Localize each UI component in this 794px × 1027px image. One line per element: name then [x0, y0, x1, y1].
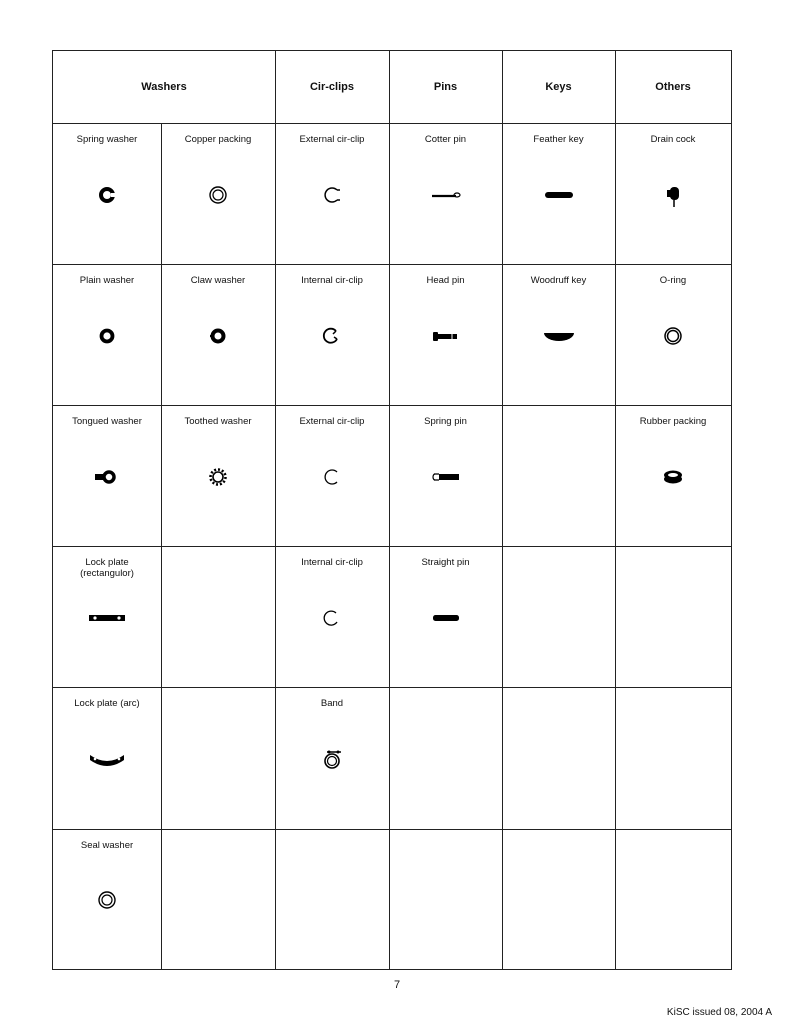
table-cell: [53, 123, 161, 264]
part-label: Plain washer: [79, 275, 135, 286]
part-label: Head pin: [426, 275, 465, 286]
part-label: Internal cir-clip: [301, 557, 363, 568]
tongued-washer-icon: [87, 461, 127, 491]
part-label: External cir-clip: [299, 134, 365, 145]
part-label: Cotter pin: [424, 134, 467, 145]
table-cell: [161, 123, 275, 264]
internal-circlip-icon: [312, 320, 352, 350]
table-cell: [502, 546, 615, 687]
part-label: Copper packing: [184, 134, 252, 145]
part-label: Internal cir-clip: [301, 275, 363, 286]
lock-plate-rectangular-icon: [87, 602, 127, 632]
seal-washer-icon: [87, 884, 127, 914]
table-cell: [502, 264, 615, 405]
spring-washer-icon: [87, 179, 127, 209]
part-label: Spring washer: [76, 134, 138, 145]
woodruff-key-icon: [539, 320, 579, 350]
table-cell: [615, 405, 731, 546]
internal-circlip-icon: [312, 602, 352, 632]
table-cell: [502, 123, 615, 264]
table-cell: [615, 829, 731, 969]
table-cell: [389, 829, 502, 969]
part-label: Woodruff key: [530, 275, 587, 286]
part-label: Rubber packing: [639, 416, 707, 427]
table-cell: [275, 829, 389, 969]
straight-pin-icon: [426, 602, 466, 632]
part-label: Band: [320, 698, 344, 709]
part-label: O-ring: [659, 275, 687, 286]
table-cell: [53, 546, 161, 687]
table-cell: [275, 123, 389, 264]
header-keys: Keys: [545, 81, 572, 93]
header-pins: Pins: [433, 81, 458, 93]
table-cell: [275, 264, 389, 405]
table-cell: [53, 829, 161, 969]
table-cell: [615, 687, 731, 829]
table-cell: [53, 687, 161, 829]
table-cell: [502, 405, 615, 546]
external-circlip-icon: [312, 461, 352, 491]
drain-cock-icon: [653, 179, 693, 209]
claw-washer-icon: [198, 320, 238, 350]
table-cell: [389, 405, 502, 546]
parts-symbol-table: [52, 50, 732, 970]
head-pin-icon: [426, 320, 466, 350]
rubber-packing-icon: [653, 461, 693, 491]
header-circlips: Cir-clips: [309, 81, 354, 93]
copper-packing-icon: [198, 179, 238, 209]
o-ring-icon: [653, 320, 693, 350]
table-cell: [389, 264, 502, 405]
lock-plate-arc-icon: [87, 743, 127, 773]
part-label: Lock plate (arc): [74, 698, 140, 709]
cotter-pin-icon: [426, 179, 466, 209]
part-label: External cir-clip: [299, 416, 365, 427]
table-cell: [53, 264, 161, 405]
table-cell: [615, 264, 731, 405]
table-cell: [161, 687, 275, 829]
table-cell: [161, 264, 275, 405]
issue-note: KiSC issued 08, 2004 A: [666, 1007, 772, 1018]
feather-key-icon: [539, 179, 579, 209]
part-label: Lock plate (rectangulor): [80, 557, 134, 579]
table-cell: [389, 546, 502, 687]
table-cell: [275, 546, 389, 687]
table-cell: [615, 123, 731, 264]
table-cell: [502, 687, 615, 829]
spring-pin-icon: [426, 461, 466, 491]
part-label: Claw washer: [190, 275, 246, 286]
page-number: 7: [393, 979, 401, 991]
table-cell: [161, 829, 275, 969]
table-cell: [615, 546, 731, 687]
table-cell: [275, 687, 389, 829]
toothed-washer-icon: [198, 461, 238, 491]
part-label: Seal washer: [80, 840, 134, 851]
table-cell: [389, 687, 502, 829]
part-label: Toothed washer: [184, 416, 252, 427]
table-cell: [275, 405, 389, 546]
header-washers: Washers: [141, 81, 187, 93]
part-label: Feather key: [533, 134, 584, 145]
part-label: Spring pin: [424, 416, 467, 427]
part-label: Straight pin: [421, 557, 470, 568]
table-cell: [161, 546, 275, 687]
table-cell: [502, 829, 615, 969]
table-cell: [161, 405, 275, 546]
part-label: Drain cock: [650, 134, 696, 145]
part-label: Tongued washer: [72, 416, 142, 427]
band-clamp-icon: [312, 743, 352, 773]
plain-washer-icon: [87, 320, 127, 350]
external-circlip-icon: [312, 179, 352, 209]
header-others: Others: [655, 81, 691, 93]
table-cell: [389, 123, 502, 264]
table-cell: [53, 405, 161, 546]
